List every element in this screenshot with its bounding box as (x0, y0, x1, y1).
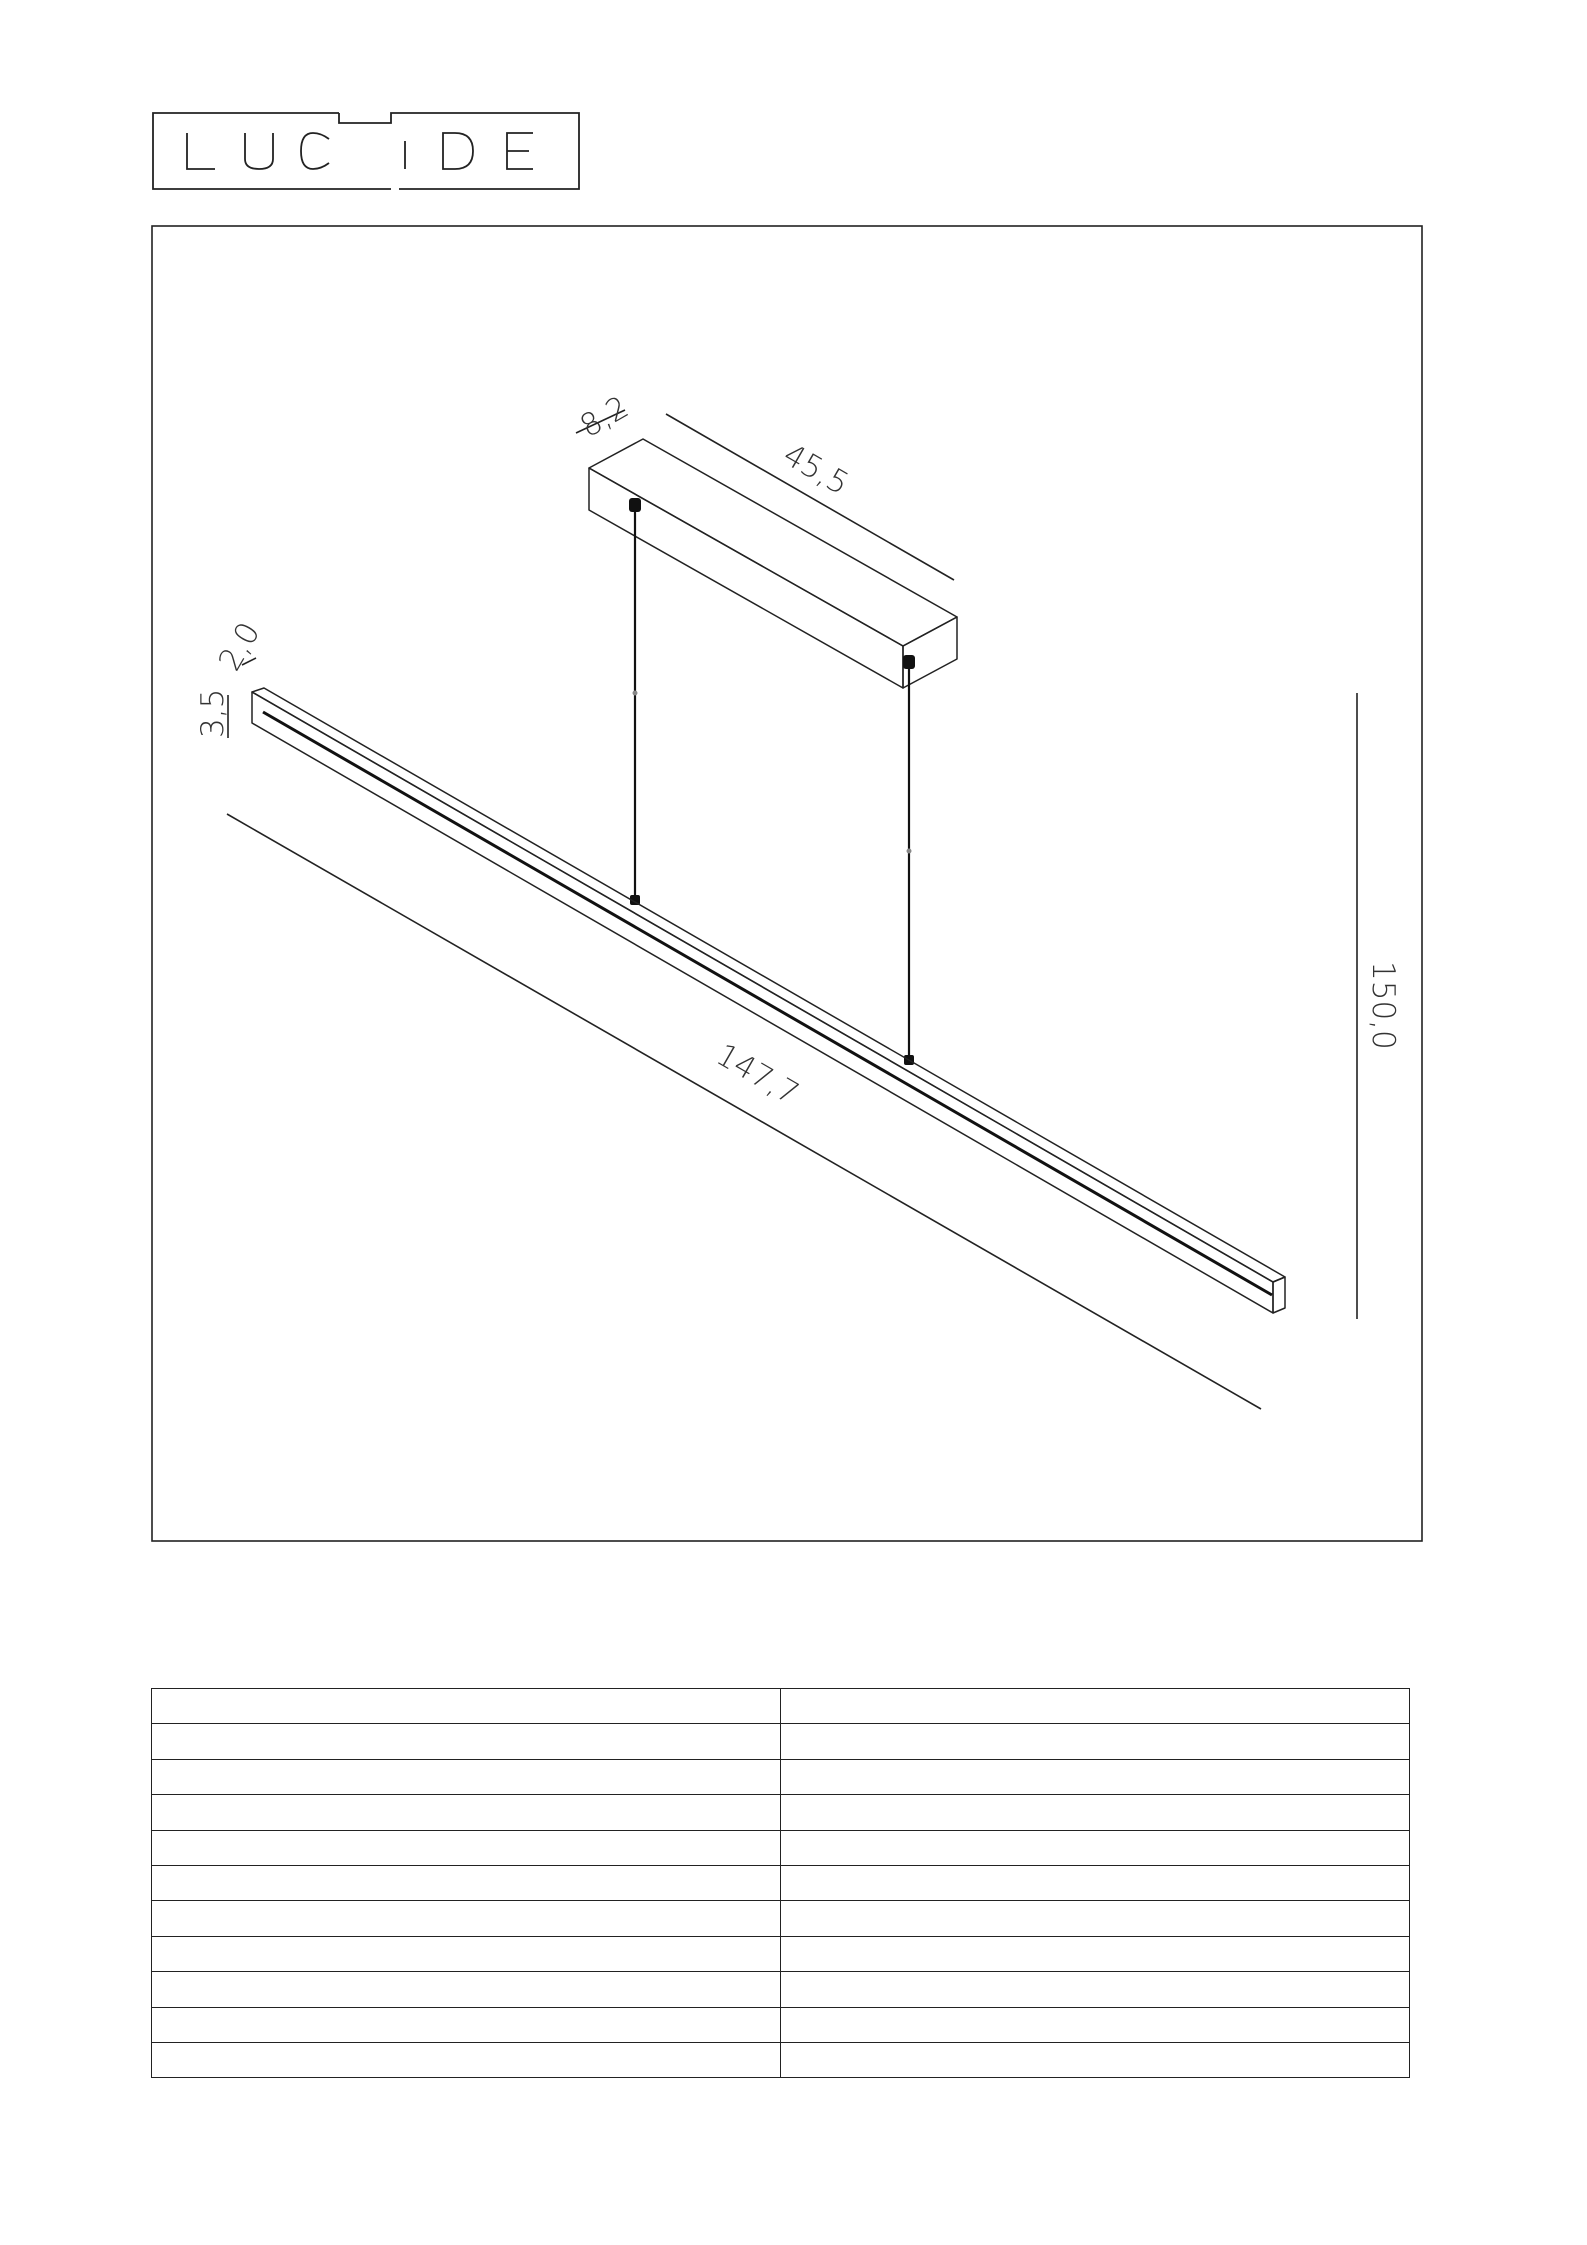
table-cell (152, 1830, 781, 1865)
dim-mount-depth: 8,2 (574, 389, 635, 445)
table-row (152, 1901, 1410, 1936)
table-cell (152, 1795, 781, 1830)
table-cell (152, 1936, 781, 1971)
table-cell (781, 2042, 1410, 2077)
table-row (152, 1936, 1410, 1971)
table-row (152, 1724, 1410, 1759)
table-cell (152, 2042, 781, 2077)
logo-text: LUCIDE (151, 111, 155, 112)
dim-bar-length: 147,7 (710, 1036, 805, 1113)
dim-total-height: 150,0 (1365, 961, 1401, 1050)
table-cell (152, 1972, 781, 2007)
lucide-logo (151, 111, 581, 191)
table-cell (781, 1865, 1410, 1900)
table-cell (152, 1724, 781, 1759)
spec-table-body (152, 1689, 1410, 2078)
table-cell (152, 1865, 781, 1900)
drawing-frame (152, 226, 1422, 1541)
table-cell (781, 1759, 1410, 1794)
table-cell (781, 1724, 1410, 1759)
table-cell (781, 2007, 1410, 2042)
table-row (152, 2042, 1410, 2077)
suspension-cables (635, 511, 909, 1061)
table-cell (781, 1830, 1410, 1865)
table-row (152, 1795, 1410, 1830)
table-row (152, 2007, 1410, 2042)
light-bar (252, 688, 1285, 1313)
table-row (152, 1830, 1410, 1865)
table-cell (781, 1972, 1410, 2007)
table-row (152, 1865, 1410, 1900)
table-row (152, 1972, 1410, 2007)
cable-grippers (629, 498, 915, 1065)
table-cell (781, 1936, 1410, 1971)
table-row (152, 1759, 1410, 1794)
table-cell (152, 2007, 781, 2042)
table-cell (781, 1795, 1410, 1830)
table-cell (781, 1689, 1410, 1724)
table-row (152, 1689, 1410, 1724)
table-cell (152, 1689, 781, 1724)
dimension-drawing (151, 225, 1423, 1542)
table-cell (781, 1901, 1410, 1936)
table-cell (152, 1901, 781, 1936)
dim-mount-length: 45,5 (777, 436, 855, 503)
dimension-lines (227, 410, 1357, 1409)
dim-bar-height: 3,5 (195, 688, 231, 738)
dim-bar-width: 2,0 (211, 616, 268, 677)
spec-table (151, 1688, 1410, 2078)
table-cell (152, 1759, 781, 1794)
